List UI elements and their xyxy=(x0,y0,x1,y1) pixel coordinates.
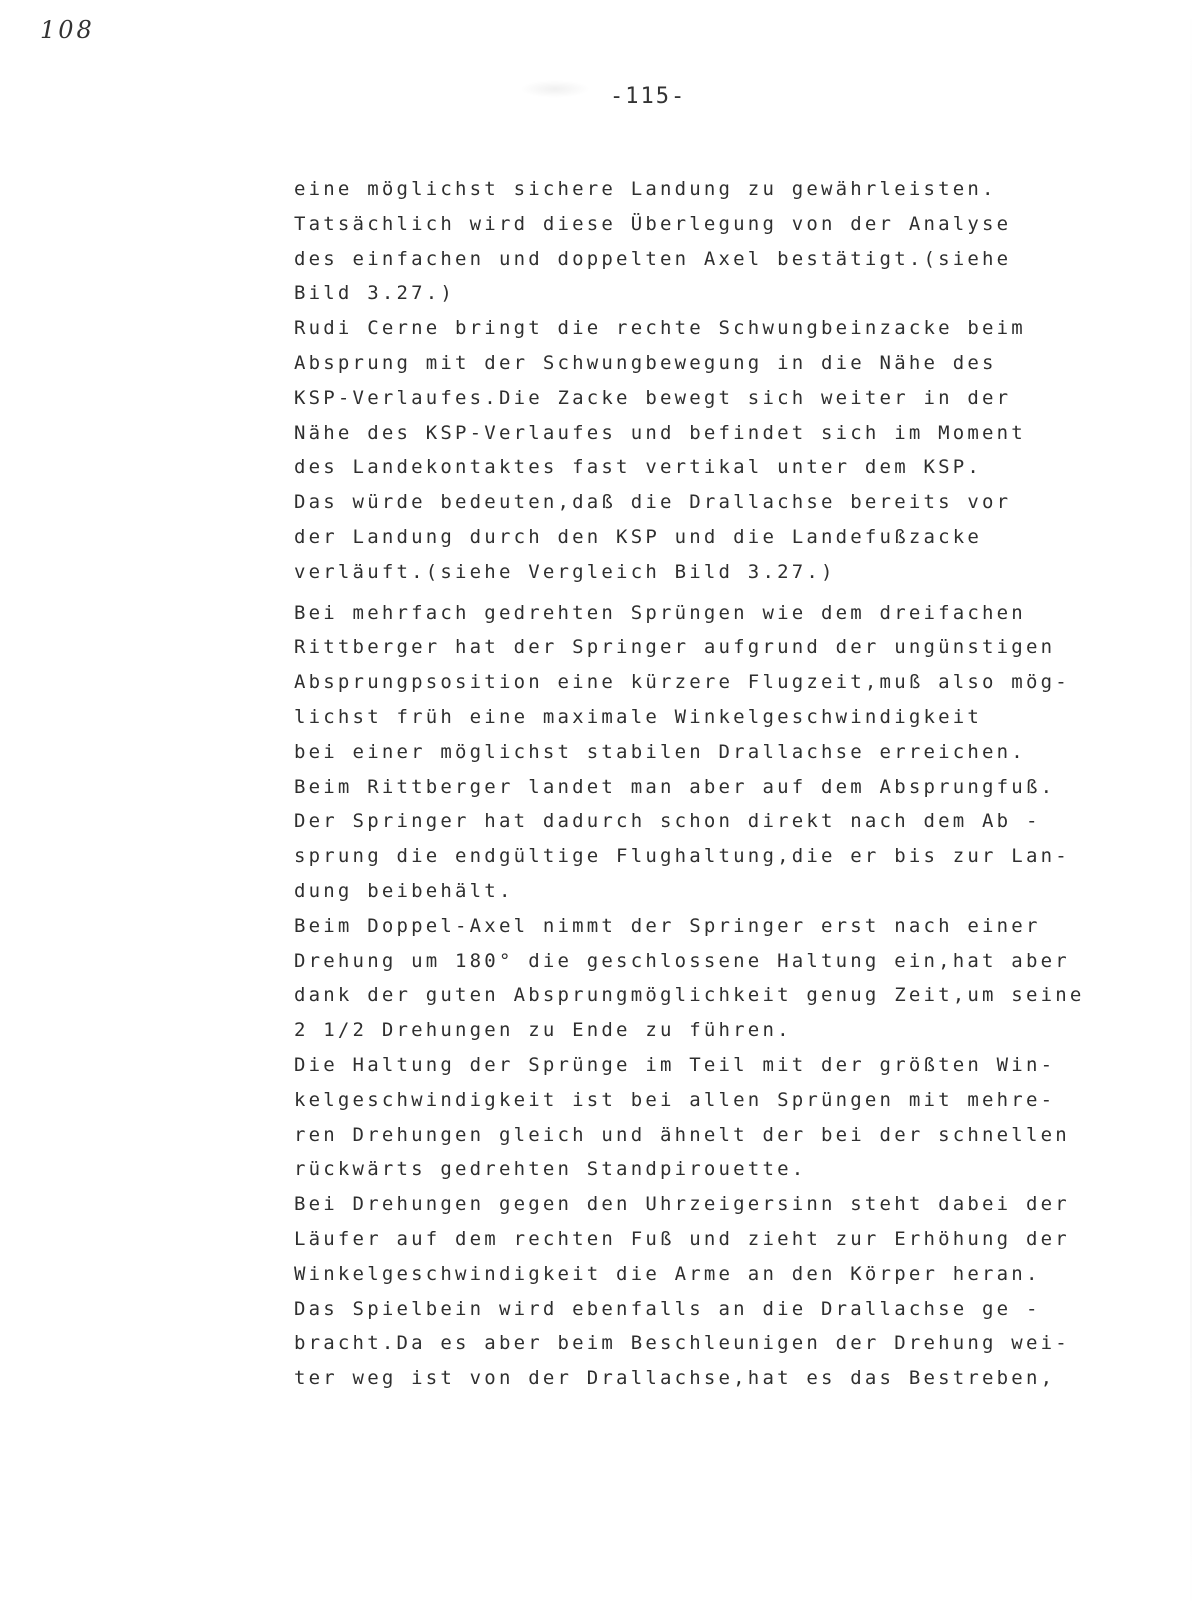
text-line: Das würde bedeuten,daß die Drallachse bereits vor xyxy=(294,491,1012,514)
text-line: Winkelgeschwindigkeit die Arme an den Körper heran. xyxy=(294,1262,1041,1285)
text-line: ter weg ist von der Drallachse,hat es das Bestreben, xyxy=(294,1367,1056,1390)
text-line: des einfachen und doppelten Axel bestätigt.(siehe xyxy=(294,247,1012,270)
text-line: bracht.Da es aber beim Beschleunigen der Drehung wei- xyxy=(294,1332,1070,1355)
text-line: bei einer möglichst stabilen Drallachse erreichen. xyxy=(294,740,1026,763)
text-line: Absprung mit der Schwungbewegung in die Nähe des xyxy=(294,351,997,374)
text-line: KSP-Verlaufes.Die Zacke bewegt sich weiter in der xyxy=(294,386,1012,409)
text-line: Das Spielbein wird ebenfalls an die Drallachse ge - xyxy=(294,1297,1041,1320)
text-line: 2 1/2 Drehungen zu Ende zu führen. xyxy=(294,1019,792,1042)
text-line: rückwärts gedrehten Standpirouette. xyxy=(294,1158,807,1181)
text-line: Drehung um 180° die geschlossene Haltung ein,hat aber xyxy=(294,949,1070,972)
text-line: dung beibehält. xyxy=(294,879,514,902)
text-line: Beim Doppel-Axel nimmt der Springer erst nach einer xyxy=(294,914,1041,937)
text-line: Nähe des KSP-Verlaufes und befindet sich im Moment xyxy=(294,421,1026,444)
text-line: Der Springer hat dadurch schon direkt nach dem Ab - xyxy=(294,810,1041,833)
text-line: sprung die endgültige Flughaltung,die er bis zur Lan- xyxy=(294,845,1070,868)
text-line: verläuft.(siehe Vergleich Bild 3.27.) xyxy=(294,560,836,583)
text-line: Die Haltung der Sprünge im Teil mit der größten Win- xyxy=(294,1053,1056,1076)
text-line: lichst früh eine maximale Winkelgeschwindigkeit xyxy=(294,705,983,728)
text-line: eine möglichst sichere Landung zu gewährleisten. xyxy=(294,178,997,200)
text-line: Beim Rittberger landet man aber auf dem Absprungfuß. xyxy=(294,775,1056,798)
text-line: Rudi Cerne bringt die rechte Schwungbeinzacke beim xyxy=(294,317,1026,340)
text-line: Tatsächlich wird diese Überlegung von der Analyse xyxy=(294,212,1012,235)
text-line: kelgeschwindigkeit ist bei allen Sprüngen mit mehre- xyxy=(294,1088,1056,1111)
text-line: dank der guten Absprungmöglichkeit genug Zeit,um seine xyxy=(294,984,1085,1007)
scan-smudge xyxy=(520,80,590,98)
text-line: ren Drehungen gleich und ähnelt der bei der schnellen xyxy=(294,1123,1070,1146)
text-line: Rittberger hat der Springer aufgrund der ungünstigen xyxy=(294,636,1056,659)
text-line: Bild 3.27.) xyxy=(294,282,456,305)
text-line: Absprungpsosition eine kürzere Flugzeit,muß also mög- xyxy=(294,671,1070,694)
text-line: der Landung durch den KSP und die Landefußzacke xyxy=(294,525,983,548)
handwritten-page-number: 108 xyxy=(40,16,95,44)
page-edge-shadow xyxy=(1190,0,1192,1622)
text-line: Läufer auf dem rechten Fuß und zieht zur Erhöhung der xyxy=(294,1227,1070,1250)
text-line: Bei mehrfach gedrehten Sprüngen wie dem dreifachen xyxy=(294,601,1026,624)
text-line: des Landekontaktes fast vertikal unter dem KSP. xyxy=(294,456,983,479)
page-number: -115- xyxy=(610,84,687,109)
text-line: Bei Drehungen gegen den Uhrzeigersinn steht dabei der xyxy=(294,1193,1070,1216)
body-text xyxy=(294,172,1085,1396)
